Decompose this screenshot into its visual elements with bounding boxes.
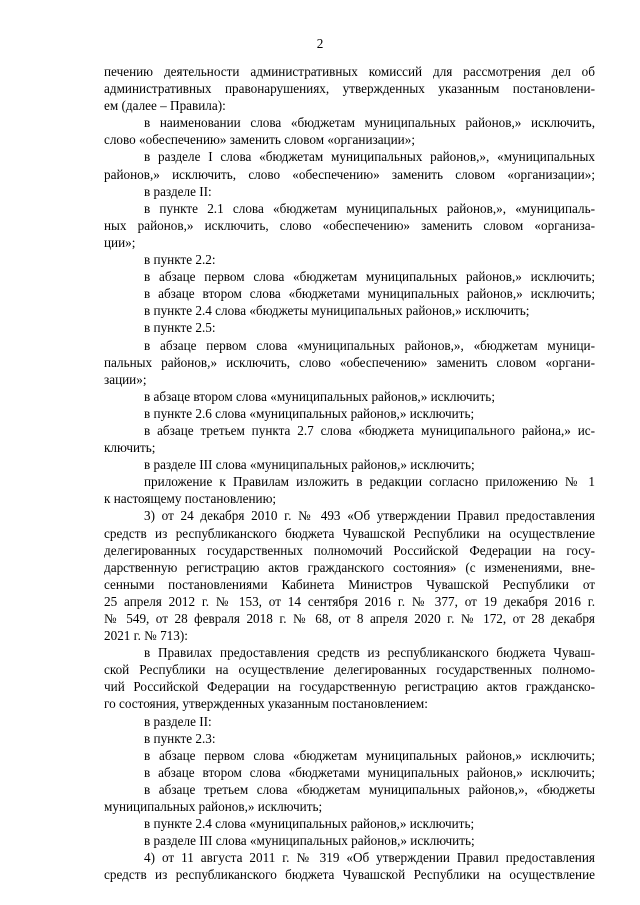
text-line: в разделе III слова «муниципальных районов,» исключить; bbox=[144, 457, 475, 473]
text-line: районов,» исключить, слово «обеспечению» заменить словом «организации»; bbox=[104, 166, 595, 182]
text-line: в пункте 2.2: bbox=[144, 252, 216, 268]
text-line: в разделе I слова «бюджетам муниципальных районов,», «муниципальных bbox=[144, 149, 595, 165]
text-line: 4) от 11 августа 2011 г. № 319 «Об утверждении Правил предоставления bbox=[144, 850, 595, 866]
text-line: пальных районов,» исключить, слово «обеспечению» заменить словом «органи- bbox=[104, 354, 595, 370]
text-line: в абзаце первом слова «муниципальных районов,», «бюджетам муници- bbox=[144, 337, 595, 353]
text-line: в абзаце первом слова «бюджетам муниципальных районов,» исключить; bbox=[144, 269, 595, 285]
text-line: в пункте 2.4 слова «муниципальных районов,» исключить; bbox=[144, 816, 475, 832]
text-line: 25 апреля 2012 г. № 153, от 14 сентября 2016 г. № 377, от 19 декабря 2016 г. bbox=[104, 593, 595, 609]
text-line: в абзаце втором слова «муниципальных районов,» исключить; bbox=[144, 388, 495, 404]
text-line: в пункте 2.5: bbox=[144, 320, 216, 336]
text-line: зации»; bbox=[104, 371, 147, 387]
text-line: муниципальных районов,» исключить; bbox=[104, 799, 323, 815]
text-line: в абзаце втором слова «бюджетами муниципальных районов,» исключить; bbox=[144, 764, 595, 780]
text-line: приложение к Правилам изложить в редакции согласно приложению № 1 bbox=[144, 474, 595, 490]
text-line: чий Российской Федерации на государственную регистрацию актов гражданско- bbox=[104, 679, 595, 695]
text-line: сенными постановлениями Кабинета Министров Чувашской Республики от bbox=[104, 576, 595, 592]
text-line: ции»; bbox=[104, 234, 136, 250]
text-line: в пункте 2.4 слова «бюджеты муниципальных районов,» исключить; bbox=[144, 303, 530, 319]
document-body bbox=[104, 63, 595, 884]
text-line: в абзаце первом слова «бюджетам муниципальных районов,» исключить; bbox=[144, 747, 595, 763]
text-line: в пункте 2.6 слова «муниципальных районов,» исключить; bbox=[144, 405, 475, 421]
text-line: слово «обеспечению» заменить словом «организации»; bbox=[104, 132, 415, 148]
text-line: в Правилах предоставления средств из республиканского бюджета Чуваш- bbox=[144, 645, 595, 661]
text-line: в разделе II: bbox=[144, 183, 212, 199]
text-line: к настоящему постановлению; bbox=[104, 491, 277, 507]
text-line: в разделе II: bbox=[144, 713, 212, 729]
text-line: ем (далее – Правила): bbox=[104, 98, 226, 114]
text-line: 2021 г. № 713): bbox=[104, 628, 188, 644]
text-line: в абзаце третьем слова «бюджетам муниципальных районов,», «бюджеты bbox=[144, 781, 595, 797]
text-line: в наименовании слова «бюджетам муниципальных районов,» исключить, bbox=[144, 115, 595, 131]
text-line: в разделе III слова «муниципальных районов,» исключить; bbox=[144, 833, 475, 849]
text-line: печению деятельности административных комиссий для рассмотрения дел об bbox=[104, 64, 595, 79]
text-line: ных районов,» исключить, слово «обеспечению» заменить словом «организа- bbox=[104, 217, 595, 233]
text-line: в пункте 2.1 слова «бюджетам муниципальных районов,», «муниципаль- bbox=[144, 200, 595, 216]
text-line: ской Республики на осуществление делегированных государственных полномо- bbox=[104, 662, 595, 678]
text-line: ключить; bbox=[104, 440, 156, 456]
text-line: № 549, от 28 февраля 2018 г. № 68, от 8 апреля 2020 г. № 172, от 28 декабря bbox=[104, 611, 595, 626]
text-line: в пункте 2.3: bbox=[144, 730, 216, 746]
page-number: 2 bbox=[316, 36, 324, 51]
text-line: средств из республиканского бюджета Чувашской Республики на осуществление bbox=[104, 867, 595, 883]
text-line: дарственную регистрацию актов гражданского состояния» (с изменениями, вне- bbox=[104, 559, 595, 575]
text-line: средств из республиканского бюджета Чувашской Республики на осуществление bbox=[104, 525, 595, 541]
text-line: 3) от 24 декабря 2010 г. № 493 «Об утверждении Правил предоставления bbox=[144, 508, 595, 524]
text-line: в абзаце третьем пункта 2.7 слова «бюджета муниципального района,» ис- bbox=[144, 422, 595, 438]
text-line: делегированных государственных полномочий Российской Федерации на госу- bbox=[104, 542, 595, 558]
text-line: административных правонарушениях, утвержденных указанным постановлени- bbox=[104, 81, 595, 97]
text-line: го состояния, утвержденных указанным постановлением: bbox=[104, 696, 428, 712]
text-line: в абзаце втором слова «бюджетами муниципальных районов,» исключить; bbox=[144, 286, 595, 302]
